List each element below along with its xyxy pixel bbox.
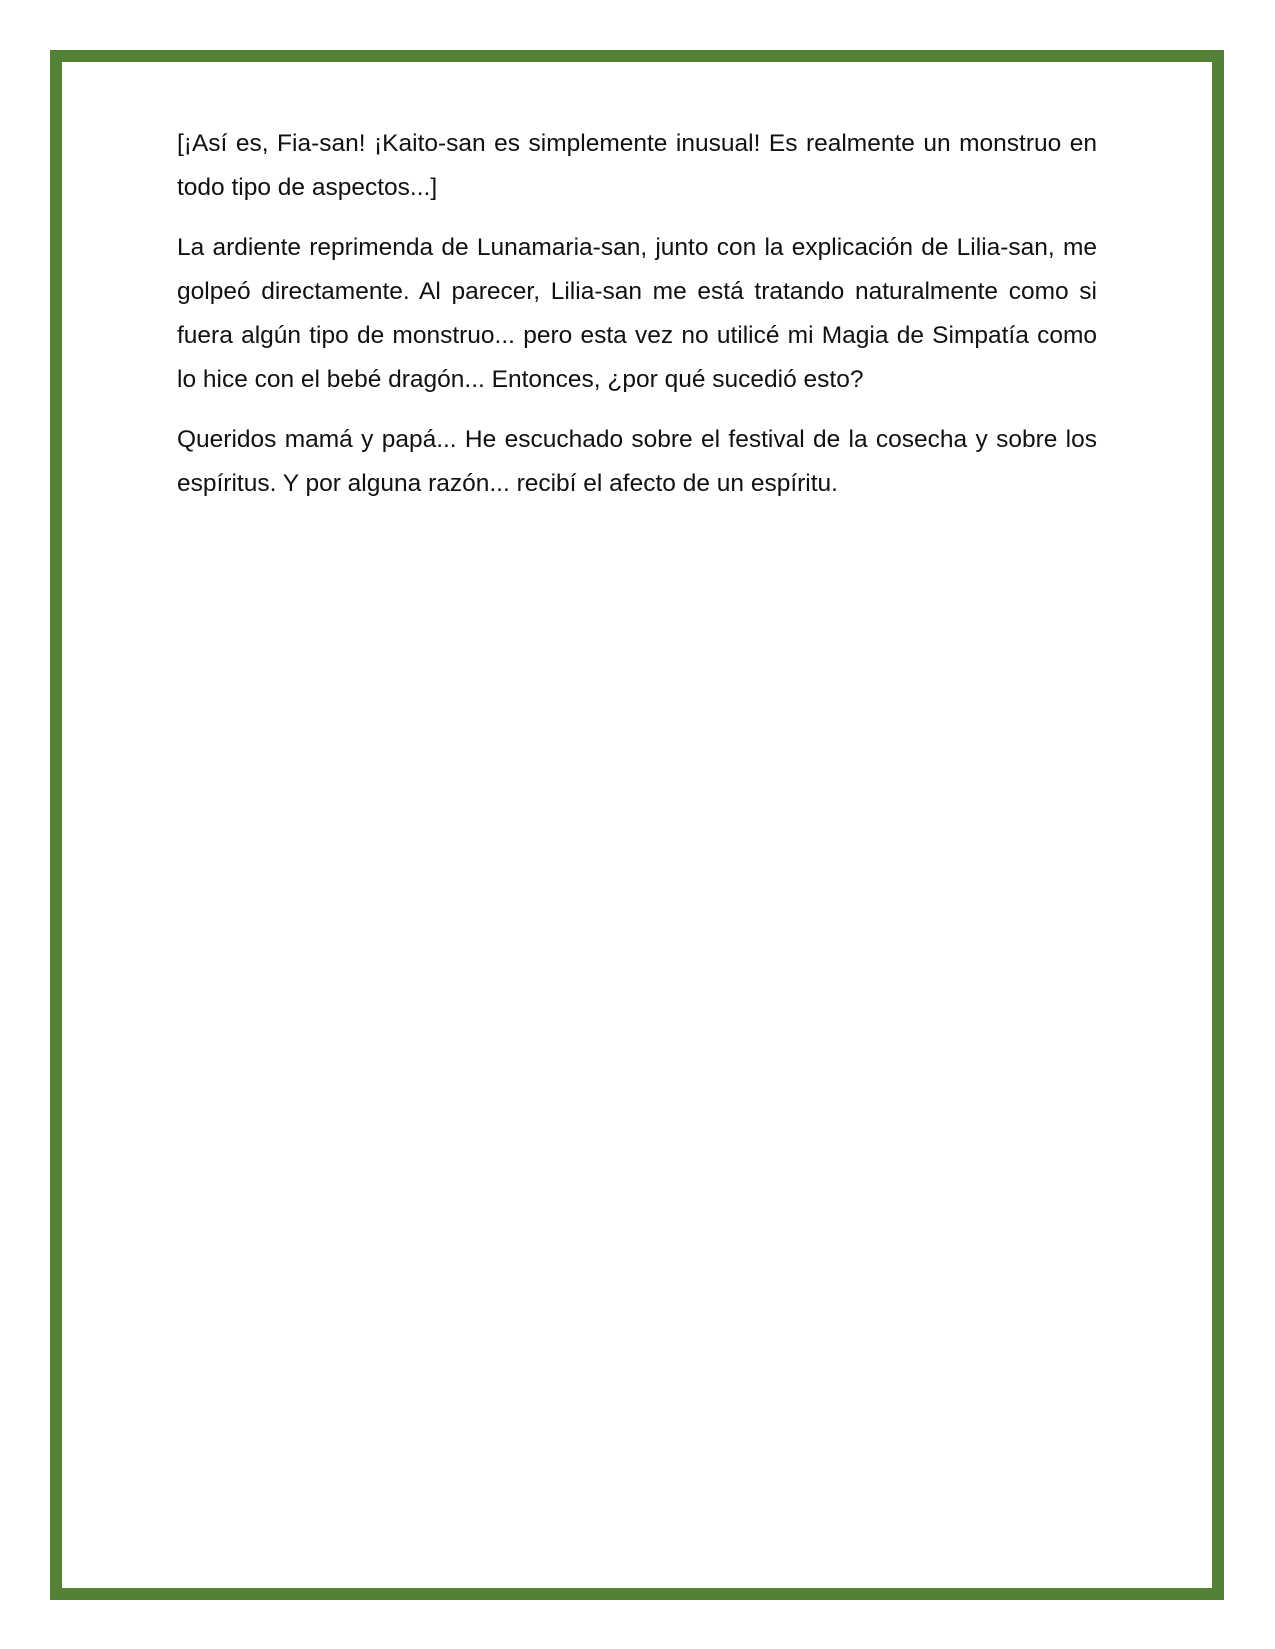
paragraph-1: [¡Así es, Fia-san! ¡Kaito-san es simplemente inusual! Es realmente un monstruo en todo tipo de aspectos...] [177, 130, 1097, 201]
paragraph-2: La ardiente reprimenda de Lunamaria-san, junto con la explicación de Lilia-san, me golpeó directamente. Al parecer, Lilia-san me está tratando naturalmente como si fuera algún tipo de monstruo... pero esta vez no utilicé mi Magia de Simpatía como lo hice con el bebé dragón... Entonces, ¿por qué sucedió esto? [177, 234, 1097, 393]
document-body [177, 122, 1097, 522]
paragraph-3: Queridos mamá y papá... He escuchado sobre el festival de la cosecha y sobre los espíritus. Y por alguna razón... recibí el afecto de un espíritu. [177, 426, 1097, 497]
